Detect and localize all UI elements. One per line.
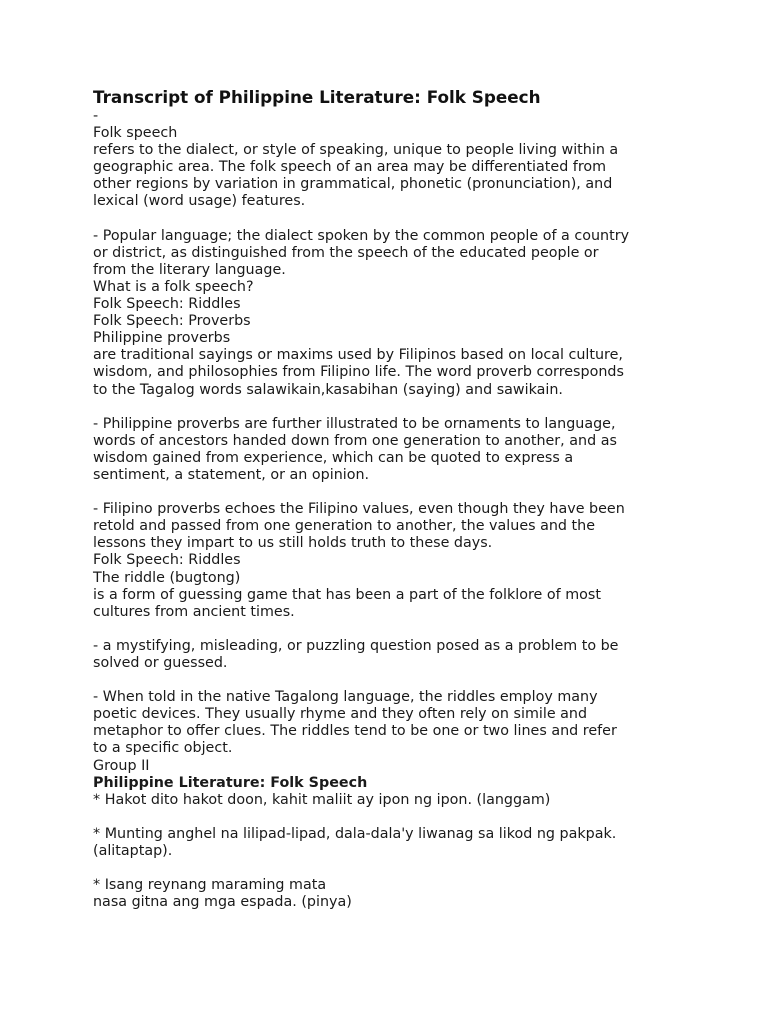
text-line: retold and passed from one generation to another, the values and the xyxy=(93,518,596,535)
text-line: metaphor to offer clues. The riddles tend to be one or two lines and refer xyxy=(93,723,617,740)
document-text xyxy=(93,108,733,911)
text-line: Folk Speech: Proverbs xyxy=(93,313,251,330)
text-line: What is a folk speech? xyxy=(93,278,254,295)
text-line: or district, as distinguished from the speech of the educated people or xyxy=(93,244,599,261)
text-line: (alitaptap). xyxy=(93,843,173,860)
text-line: nasa gitna ang mga espada. (pinya) xyxy=(93,894,352,911)
text-line: from the literary language. xyxy=(93,261,286,278)
blank-line xyxy=(93,484,733,501)
text-line: The riddle (bugtong) xyxy=(93,569,241,586)
text-line: Folk Speech: Riddles xyxy=(93,552,241,569)
text-line: lexical (word usage) features. xyxy=(93,193,306,210)
text-line: - When told in the native Tagalong language, the riddles employ many xyxy=(93,689,598,706)
document-body xyxy=(93,87,733,911)
text-line: words of ancestors handed down from one generation to another, and as xyxy=(93,432,617,449)
text-line: - Popular language; the dialect spoken by the common people of a country xyxy=(93,227,630,244)
text-line: Group II xyxy=(93,757,150,774)
text-line: sentiment, a statement, or an opinion. xyxy=(93,466,370,483)
text-line: - Philippine proverbs are further illustrated to be ornaments to language, xyxy=(93,415,616,432)
text-line: - xyxy=(93,108,99,124)
text-line: lessons they impart to us still holds truth to these days. xyxy=(93,535,493,552)
text-line: cultures from ancient times. xyxy=(93,603,295,620)
text-line: * Munting anghel na lilipad-lipad, dala-dala'y liwanag sa likod ng pakpak. xyxy=(93,825,617,842)
text-line: wisdom, and philosophies from Filipino life. The word proverb corresponds xyxy=(93,364,624,381)
blank-line xyxy=(93,809,733,826)
text-line: other regions by variation in grammatical, phonetic (pronunciation), and xyxy=(93,176,613,193)
text-line: * Isang reynang maraming mata xyxy=(93,877,327,894)
text-line: solved or guessed. xyxy=(93,655,228,671)
text-line: refers to the dialect, or style of speaking, unique to people living within a xyxy=(93,142,619,159)
text-line: * Hakot dito hakot doon, kahit maliit ay ipon ng ipon. (langgam) xyxy=(93,791,551,808)
text-line: wisdom gained from experience, which can be quoted to express a xyxy=(93,449,574,466)
blank-line xyxy=(93,621,733,638)
text-line: Philippine proverbs xyxy=(93,330,231,347)
document-title: Transcript of Philippine Literature: Folk Speech xyxy=(93,87,541,107)
text-line: to the Tagalog words salawikain,kasabihan (saying) and sawikain. xyxy=(93,381,563,398)
text-line: poetic devices. They usually rhyme and they often rely on simile and xyxy=(93,706,588,723)
text-line: Folk speech xyxy=(93,125,178,142)
text-line: geographic area. The folk speech of an area may be differentiated from xyxy=(93,159,607,176)
section-heading: Philippine Literature: Folk Speech xyxy=(93,774,368,791)
blank-line xyxy=(93,211,733,228)
text-line: - Filipino proverbs echoes the Filipino values, even though they have been xyxy=(93,501,625,518)
text-line: is a form of guessing game that has been a part of the folklore of most xyxy=(93,586,601,603)
blank-line xyxy=(93,399,733,416)
text-line: Folk Speech: Riddles xyxy=(93,296,241,313)
blank-line xyxy=(93,860,733,877)
text-line: to a specific object. xyxy=(93,740,233,757)
text-line: - a mystifying, misleading, or puzzling question posed as a problem to be xyxy=(93,637,619,654)
text-line: are traditional sayings or maxims used by Filipinos based on local culture, xyxy=(93,347,623,364)
blank-line xyxy=(93,672,733,689)
